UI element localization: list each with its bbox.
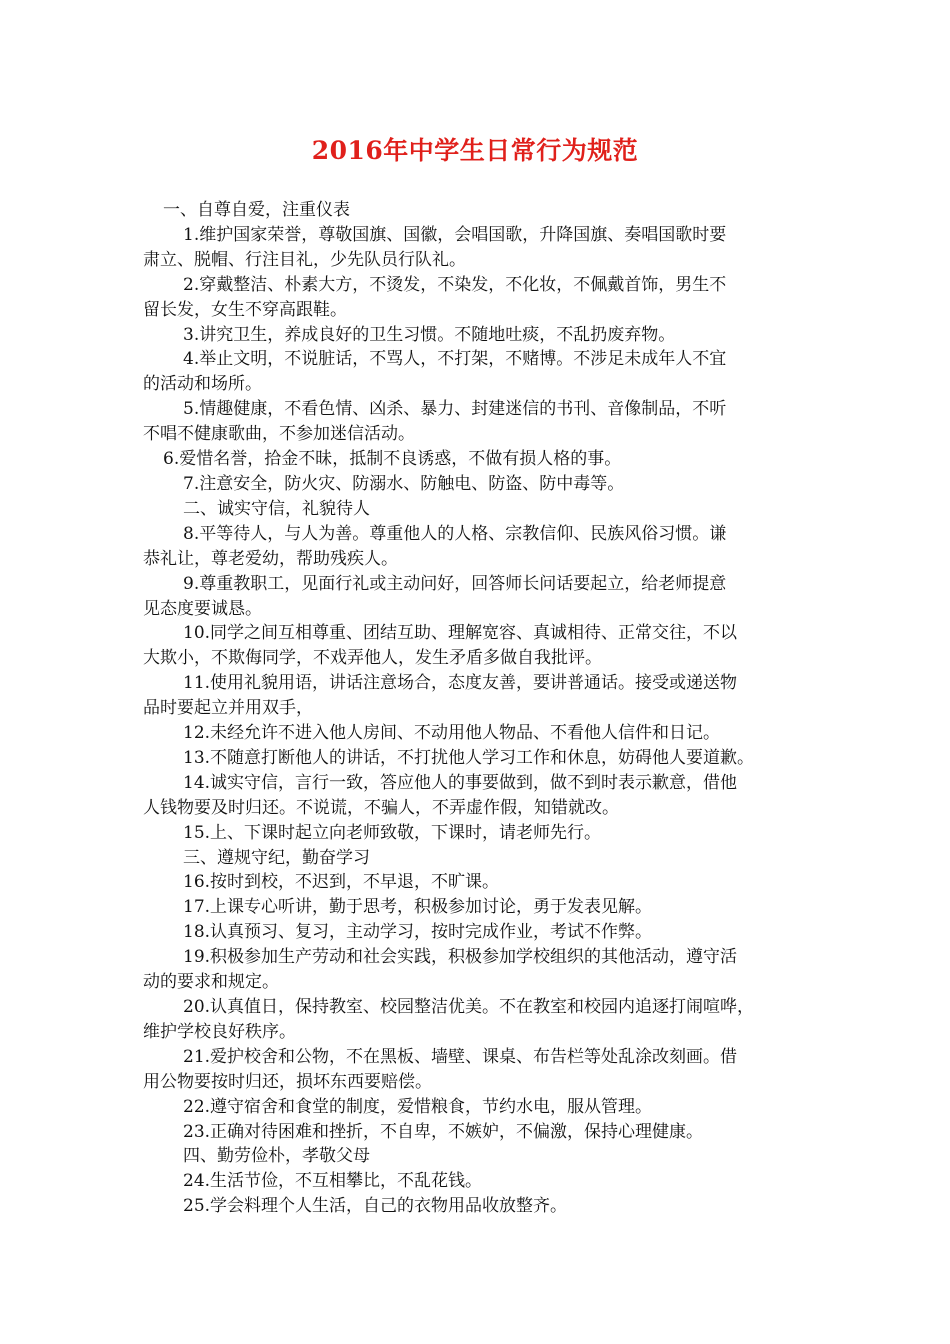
text-line: 二、诚实守信，礼貌待人 xyxy=(183,498,370,519)
text-line: 10.同学之间互相尊重、团结互助、理解宽容、真诚相待、正常交往，不以 xyxy=(183,623,738,644)
text-line: 不唱不健康歌曲，不参加迷信活动。 xyxy=(143,424,415,445)
document-body xyxy=(143,198,815,1219)
text-line: 11.使用礼貌用语，讲话注意场合，态度友善，要讲普通话。接受或递送物 xyxy=(183,673,738,694)
text-line: 6.爱惜名誉，拾金不昧，抵制不良诱惑，不做有损人格的事。 xyxy=(163,449,622,470)
text-line: 人钱物要及时归还。不说谎，不骗人，不弄虚作假，知错就改。 xyxy=(143,797,619,818)
text-line: 4.举止文明，不说脏话，不骂人，不打架，不赌博。不涉足未成年人不宜 xyxy=(183,349,727,370)
text-line: 动的要求和规定。 xyxy=(143,972,279,993)
text-line: 留长发，女生不穿高跟鞋。 xyxy=(143,299,347,320)
text-line: 20.认真值日，保持教室、校园整洁优美。不在教室和校园内追逐打闹喧哗， xyxy=(183,997,755,1017)
text-line: 一、自尊自爱，注重仪表 xyxy=(163,200,350,220)
text-line: 16.按时到校，不迟到，不早退，不旷课。 xyxy=(183,872,500,893)
text-line: 14.诚实守信，言行一致，答应他人的事要做到，做不到时表示歉意，借他 xyxy=(183,772,738,793)
text-line: 19.积极参加生产劳动和社会实践，积极参加学校组织的其他活动，遵守活 xyxy=(183,947,738,968)
text-line: 1.维护国家荣誉，尊敬国旗、国徽，会唱国歌，升降国旗、奏唱国歌时要 xyxy=(183,224,727,245)
text-line: 5.情趣健康，不看色情、凶杀、暴力、封建迷信的书刊、音像制品，不听 xyxy=(183,399,727,420)
text-line: 25.学会料理个人生活，自己的衣物用品收放整齐。 xyxy=(183,1196,568,1217)
text-line: 12.未经允许不进入他人房间、不动用他人物品、不看他人信件和日记。 xyxy=(183,723,721,744)
text-line: 维护学校良好秩序。 xyxy=(143,1021,296,1042)
text-line: 2.穿戴整洁、朴素大方，不烫发，不染发，不化妆，不佩戴首饰，男生不 xyxy=(183,274,727,295)
text-line: 的活动和场所。 xyxy=(143,374,262,395)
text-line: 四、勤劳俭朴，孝敬父母 xyxy=(183,1146,370,1167)
text-line: 17.上课专心听讲，勤于思考，积极参加讨论，勇于发表见解。 xyxy=(183,897,653,918)
text-line: 用公物要按时归还，损坏东西要赔偿。 xyxy=(143,1071,432,1092)
text-line: 22.遵守宿舍和食堂的制度，爱惜粮食，节约水电，服从管理。 xyxy=(183,1096,653,1117)
text-line: 恭礼让，尊老爱幼，帮助残疾人。 xyxy=(143,548,398,569)
text-line: 大欺小，不欺侮同学，不戏弄他人，发生矛盾多做自我批评。 xyxy=(143,648,602,669)
text-line: 23.正确对待困难和挫折，不自卑，不嫉妒，不偏激，保持心理健康。 xyxy=(183,1121,704,1142)
text-line: 9.尊重教职工，见面行礼或主动问好，回答师长问话要起立，给老师提意 xyxy=(183,573,727,594)
text-line: 13.不随意打断他人的讲话，不打扰他人学习工作和休息，妨碍他人要道歉。 xyxy=(183,747,755,768)
text-line: 3.讲究卫生，养成良好的卫生习惯。不随地吐痰，不乱扔废弃物。 xyxy=(183,324,676,345)
text-line: 21.爱护校舍和公物，不在黑板、墙壁、课桌、布告栏等处乱涂改刻画。借 xyxy=(183,1046,738,1067)
text-line: 18.认真预习、复习，主动学习，按时完成作业，考试不作弊。 xyxy=(183,922,653,943)
text-line: 肃立、脱帽、行注目礼，少先队员行队礼。 xyxy=(143,249,466,270)
text-line: 三、遵规守纪，勤奋学习 xyxy=(183,847,370,868)
text-line: 7.注意安全，防火灾、防溺水、防触电、防盗、防中毒等。 xyxy=(183,473,625,494)
text-line: 品时要起立并用双手， xyxy=(143,698,313,719)
text-line: 8.平等待人，与人为善。尊重他人的人格、宗教信仰、民族风俗习惯。谦 xyxy=(183,523,727,544)
document-title: 2016年中学生日常行为规范 xyxy=(311,136,639,165)
text-line: 15.上、下课时起立向老师致敬，下课时，请老师先行。 xyxy=(183,822,602,843)
text-line: 见态度要诚恳。 xyxy=(143,598,262,619)
text-line: 24.生活节俭，不互相攀比，不乱花钱。 xyxy=(183,1171,483,1192)
